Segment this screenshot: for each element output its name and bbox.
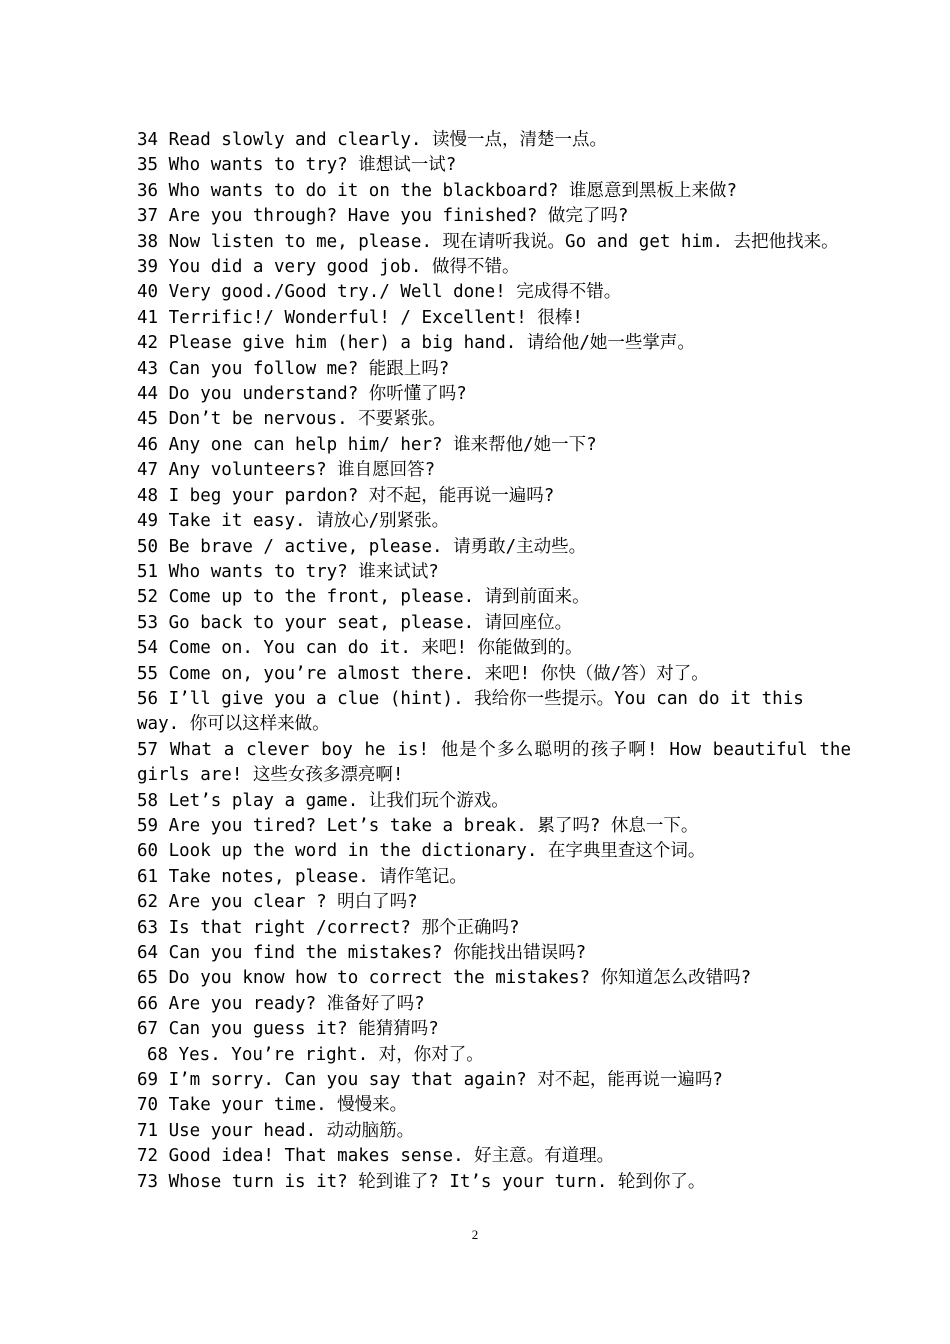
list-item: 50 Be brave / active, please. 请勇敢/主动些。: [137, 536, 587, 557]
list-item: 46 Any one can help him/ her? 谁来帮他/她一下?: [137, 434, 597, 455]
list-item: 49 Take it easy. 请放心/别紧张。: [137, 511, 450, 532]
list-item: 67 Can you guess it? 能猜猜吗?: [137, 1019, 439, 1040]
list-item: 38 Now listen to me, please. 现在请听我说。Go and get him. 去把他找来。: [137, 231, 839, 252]
list-item: 66 Are you ready? 准备好了吗?: [137, 993, 425, 1014]
list-item: 36 Who wants to do it on the blackboard? 谁愿意到黑板上来做?: [137, 180, 738, 201]
list-item: 72 Good idea! That makes sense. 好主意。有道理。: [137, 1146, 615, 1167]
list-item: 59 Are you tired? Let’s take a break. 累了吗? 休息一下。: [137, 815, 699, 836]
list-item: 40 Very good./Good try./ Well done! 完成得不错。: [137, 282, 622, 303]
list-item: 47 Any volunteers? 谁自愿回答?: [137, 460, 436, 481]
list-item: 56 I’ll give you a clue (hint). 我给你一些提示。You can do it this way. 你可以这样来做。: [137, 688, 804, 735]
list-item: 52 Come up to the front, please. 请到前面来。: [137, 587, 590, 608]
list-item: 53 Go back to your seat, please. 请回座位。: [137, 612, 573, 633]
list-item: 62 Are you clear ? 明白了吗?: [137, 892, 418, 913]
list-item: 63 Is that right /correct? 那个正确吗?: [137, 917, 520, 938]
phrase-list: [137, 128, 851, 1195]
list-item: 60 Look up the word in the dictionary. 在字典里查这个词。: [137, 841, 706, 862]
list-item: 57 What a clever boy he is! 他是个多么聪明的孩子啊! How beautiful the girls are! 这些女孩多漂亮啊!: [137, 739, 851, 786]
list-item: 37 Are you through? Have you finished? 做完了吗?: [137, 206, 629, 227]
list-item: 70 Take your time. 慢慢来。: [137, 1095, 408, 1116]
page-number: 2: [471, 1227, 479, 1242]
list-item: 61 Take notes, please. 请作笔记。: [137, 866, 467, 887]
list-item: 39 You did a very good job. 做得不错。: [137, 257, 520, 278]
list-item: 68 Yes. You’re right. 对，你对了。: [147, 1044, 484, 1065]
list-item: 35 Who wants to try? 谁想试一试?: [137, 155, 457, 176]
list-item: 58 Let’s play a game. 让我们玩个游戏。: [137, 790, 509, 811]
list-item: 73 Whose turn is it? 轮到谁了? It’s your turn. 轮到你了。: [137, 1171, 706, 1192]
list-item: 34 Read slowly and clearly. 读慢一点，清楚一点。: [137, 130, 608, 150]
list-item: 65 Do you know how to correct the mistakes? 你知道怎么改错吗?: [137, 968, 752, 989]
list-item: 45 Don’t be nervous. 不要紧张。: [137, 409, 446, 430]
list-item: 48 I beg your pardon? 对不起，能再说一遍吗?: [137, 485, 555, 506]
list-item: 69 I’m sorry. Can you say that again? 对不起，能再说一遍吗?: [137, 1070, 723, 1091]
list-item: 41 Terrific!/ Wonderful! / Excellent! 很棒!: [137, 307, 583, 328]
list-item: 42 Please give him (her) a big hand. 请给他/她一些掌声。: [137, 333, 695, 354]
list-item: 54 Come on. You can do it. 来吧! 你能做到的。: [137, 638, 583, 659]
list-item: 71 Use your head. 动动脑筋。: [137, 1120, 415, 1141]
list-item: 44 Do you understand? 你听懂了吗?: [137, 384, 467, 405]
list-item: 64 Can you find the mistakes? 你能找出错误吗?: [137, 943, 587, 963]
list-item: 43 Can you follow me? 能跟上吗?: [137, 358, 450, 379]
list-item: 55 Come on, you’re almost there. 来吧! 你快（做/答）对了。: [137, 663, 709, 684]
list-item: 51 Who wants to try? 谁来试试?: [137, 561, 439, 582]
